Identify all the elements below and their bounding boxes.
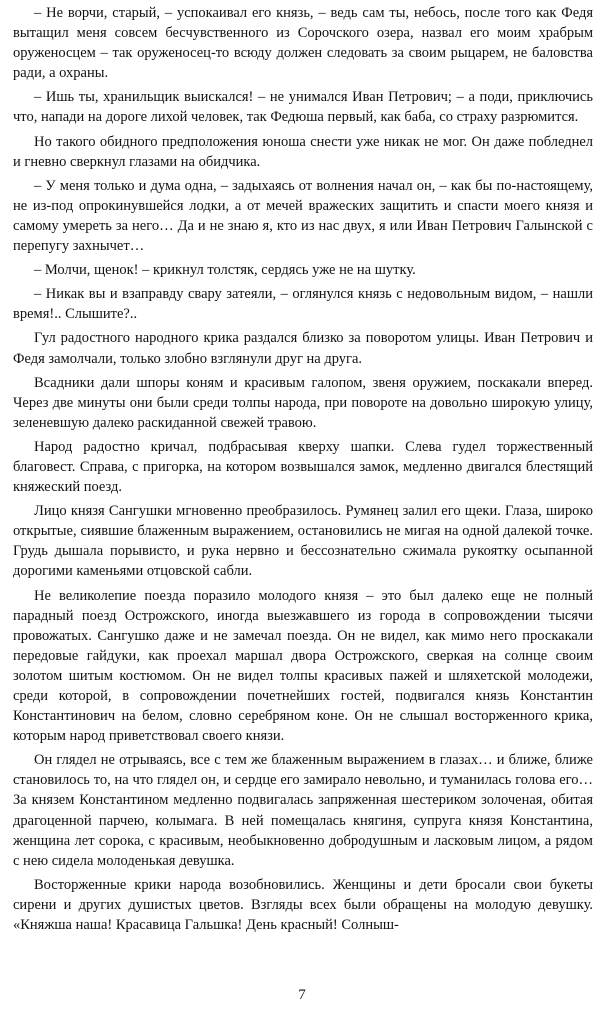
paragraph-5: – Молчи, щенок! – крикнул толстяк, сердясь уже не на шутку. <box>34 262 416 279</box>
paragraph-6: – Никак вы и взаправду свару затеяли, – оглянулся князь с недовольным видом, – нашли время!.. Слышите?.. <box>13 286 593 323</box>
paragraph-4: – У меня только и дума одна, – задыхаясь от волнения начал он, – как бы по-настоящему, не из-под опрокинувшейся лодки, а от мечей вражеских защитить и спасти моего князя и самому умереть за него… Да и не знаю я, кто из нас двух, я или Иван Петрович Галынской с перепугу захнычет… <box>13 177 593 255</box>
paragraph-2: – Ишь ты, хранильщик выискался! – не унимался Иван Петрович; – а поди, приключись что, напади на дороге лихой человек, так Федюша первый, как баба, со страху разрюмится. <box>13 89 593 126</box>
paragraph-8: Всадники дали шпоры коням и красивым галопом, звеня оружием, поскакали вперед. Через две минуты они были среди толпы народа, при повороте на довольно широкую улицу, зеленевшую далеко раскиданной свежей травою. <box>13 374 593 431</box>
paragraph-9: Народ радостно кричал, подбрасывая кверху шапки. Слева гудел торжественный благовест. Справа, с пригорка, на котором возвышался замок, медленно двигался блестящий княжеский поезд. <box>13 438 593 496</box>
paragraph-1: – Не ворчи, старый, – успокаивал его князь, – ведь сам ты, небось, после того как Федя вытащил меня совсем бесчувственного из Сорочского озера, назвал его моим храбрым оруженосцем – так оруженосец-то всюду должен следовать за своим рыцарем, не баловства ради, а охраны. <box>13 5 593 82</box>
paragraph-12: Он глядел не отрываясь, все с тем же блаженным выражением в глазах… и ближе, ближе становилось то, на что глядел он, и сердце его замирало невольно, и туманилась голова его… За князем Константином медленно подвигалась запряженная шестериком золоченая, обитая драгоценной парчею, колымага. В ней помещалась княгиня, супруга князя Константина, женщина лет сорока, с красивым, необыкновенно добродушным и ласковым лицом, а рядом с нею сидела молоденькая девушка. <box>13 752 593 869</box>
paragraph-7: Гул радостного народного крика раздался близко за поворотом улицы. Иван Петрович и Федя замолчали, только злобно взглянули друг на друга. <box>13 330 593 367</box>
page-number: 7 <box>298 987 306 1003</box>
paragraph-3: Но такого обидного предположения юноша снести уже никак не мог. Он даже побледнел и гневно сверкнул глазами на обидчика. <box>13 133 593 170</box>
paragraph-13: Восторженные крики народа возобновились. Женщины и дети бросали свои букеты сирени и других душистых цветов. Взгляды всех были обращены на молодую девушку. «Княжша наша! Красавица Гальшка! День красный! Солныш- <box>13 876 593 934</box>
paragraph-11: Не великолепие поезда поразило молодого князя – это был далеко еще не полный парадный поезд Острожского, иногда выезжавшего из города в сопровождении тысячи провожатых. Сангушко даже и не замечал поезда. Он не видел, как мимо него проскакали передовые гайдуки, как проехал маршал двора Острожского, сверкая на солнце своим золотом шитым костюмом. Он не видел толпы красивых пажей и шляхетской молодежи, среди которой, в сопровождении почетнейших гостей, подвигался князь Константин Константинович на белом, словно серебряном коне. Он не слышал восторженного крика, которым народ приветствовал своего князи. <box>13 587 593 745</box>
paragraph-10: Лицо князя Сангушки мгновенно преобразилось. Румянец залил его щеки. Глаза, широко открытые, сиявшие блаженным выражением, остановились не мигая на одной далекой точке. Грудь дышала порывисто, и рука нервно и бессознательно сжимала рукоятку осыпанной дорогими каменьями отцовской сабли. <box>13 503 593 580</box>
